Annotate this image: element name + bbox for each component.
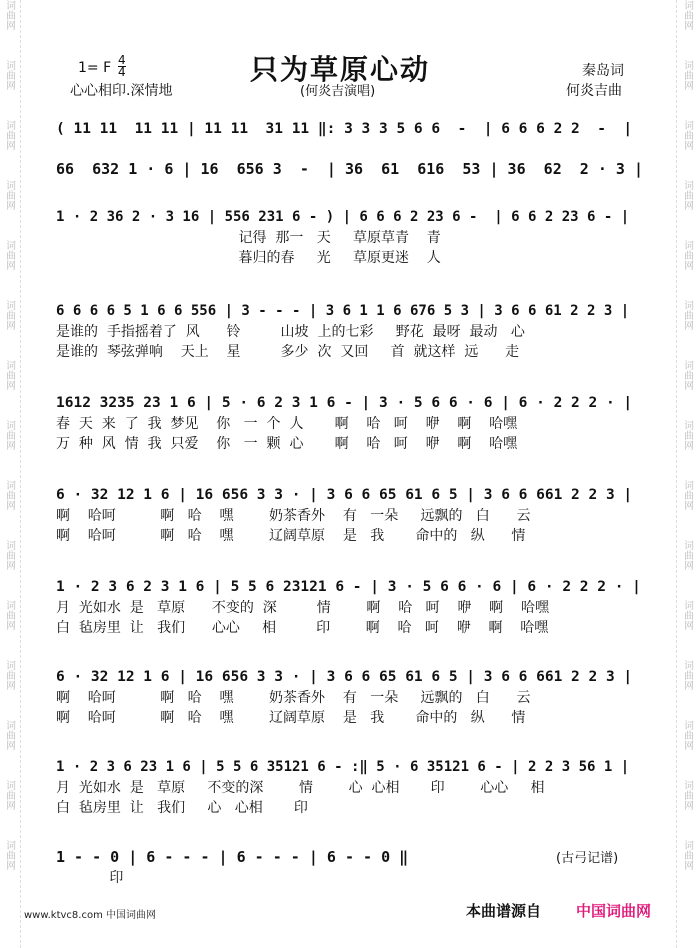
watermark-text: 词曲网 bbox=[681, 720, 693, 750]
staff-line bbox=[56, 158, 646, 180]
notation-row: 6 6 6 6 5 1 6 6 556 | 3 - - - | 3 6 1 1 6 676 5 3 | 3 6 6 61 2 2 3 | bbox=[56, 303, 630, 319]
notation-row: 66 632 1 · 6 | 16 656 3 - | 36 61 616 53 | 36 62 2 · 3 | bbox=[56, 160, 643, 178]
watermark-text: 词曲网 bbox=[681, 360, 693, 390]
watermark-text: 词曲网 bbox=[3, 540, 15, 570]
staff-line bbox=[56, 484, 646, 546]
staff-line bbox=[56, 118, 646, 140]
staff-line bbox=[56, 666, 646, 728]
notation-row: 1 · 2 36 2 · 3 16 | 556 231 6 - ) | 6 6 6 2 23 6 - | 6 6 2 23 6 - | bbox=[56, 209, 630, 225]
lyric-row: 啊 哈呵 啊 哈 嘿 辽阔草原 是 我 命中的 纵 情 bbox=[56, 528, 526, 544]
lyric-row: 是谁的 手指摇着了 风 铃 山坡 上的七彩 野花 最呀 最动 心 bbox=[56, 324, 525, 340]
composer-credit: 何炎吉曲 bbox=[566, 83, 622, 99]
frame-right bbox=[676, 0, 677, 948]
song-title: 只为草原心动 bbox=[250, 53, 431, 86]
watermark-text: 词曲网 bbox=[681, 420, 693, 450]
transcriber-credit: (古弓记谱) bbox=[556, 851, 619, 866]
watermark-text: 词曲网 bbox=[3, 360, 15, 390]
watermark-text: 词曲网 bbox=[3, 180, 15, 210]
notation-row: 1 - - 0 | 6 - - - | 6 - - - | 6 - - 0 ‖ bbox=[56, 848, 409, 866]
lyric-row: 万 种 风 情 我 只爱 你 一 颗 心 啊 哈 呵 咿 啊 哈嘿 bbox=[56, 436, 518, 452]
lyric-row: 白 毡房里 让 我们 心心 相 印 啊 哈 呵 咿 啊 哈嘿 bbox=[56, 620, 549, 636]
watermark-text: 词曲网 bbox=[3, 600, 15, 630]
watermark-text: 词曲网 bbox=[3, 300, 15, 330]
staff-line bbox=[56, 206, 646, 268]
watermark-text: 词曲网 bbox=[681, 660, 693, 690]
watermark-text: 词曲网 bbox=[3, 480, 15, 510]
time-signature bbox=[118, 55, 126, 78]
left-watermark-strip bbox=[0, 0, 18, 948]
watermark-text: 词曲网 bbox=[681, 300, 693, 330]
footer-brand: 中国词曲网 bbox=[576, 902, 652, 920]
singer-credit: (何炎吉演唱) bbox=[300, 84, 376, 99]
notation-row: 1 · 2 3 6 2 3 1 6 | 5 5 6 23121 6 - | 3 · 5 6 6 · 6 | 6 · 2 2 2 · | bbox=[56, 579, 641, 595]
lyric-row: 春 天 来 了 我 梦见 你 一 个 人 啊 哈 呵 咿 啊 哈嘿 bbox=[56, 416, 518, 432]
meter-denominator: 4 bbox=[118, 65, 126, 79]
watermark-text: 词曲网 bbox=[681, 60, 693, 90]
watermark-text: 词曲网 bbox=[3, 420, 15, 450]
footer-source-label: 本曲谱源自 bbox=[466, 902, 542, 920]
lyric-row: 啊 哈呵 啊 哈 嘿 奶茶香外 有 一朵 远飘的 白 云 bbox=[56, 508, 531, 524]
watermark-text: 词曲网 bbox=[681, 0, 693, 30]
watermark-text: 词曲网 bbox=[681, 240, 693, 270]
right-watermark-strip bbox=[678, 0, 696, 948]
watermark-text: 词曲网 bbox=[3, 780, 15, 810]
watermark-text: 词曲网 bbox=[3, 120, 15, 150]
lyric-row: 记得 那一 天 草原草青 青 bbox=[56, 230, 441, 246]
notation-row: 6 · 32 12 1 6 | 16 656 3 3 · | 3 6 6 65 61 6 5 | 3 6 6 661 2 2 3 | bbox=[56, 487, 633, 503]
watermark-text: 词曲网 bbox=[3, 60, 15, 90]
lyric-row: 啊 哈呵 啊 哈 嘿 辽阔草原 是 我 命中的 纵 情 bbox=[56, 710, 526, 726]
watermark-text: 词曲网 bbox=[3, 660, 15, 690]
watermark-text: 词曲网 bbox=[3, 840, 15, 870]
notation-row: 1612 3235 23 1 6 | 5 · 6 2 3 1 6 - | 3 · 5 6 6 · 6 | 6 · 2 2 2 · | bbox=[56, 395, 633, 411]
watermark-text: 词曲网 bbox=[3, 0, 15, 30]
lyric-row: 印 bbox=[56, 870, 124, 886]
footer-site: www.ktvc8.com 中国词曲网 bbox=[24, 910, 157, 921]
staff-line bbox=[56, 392, 646, 454]
notation-row: ( 11 11 11 11 | 11 11 31 11 ‖: 3 3 3 5 6 6 - | 6 6 6 2 2 - | bbox=[56, 121, 633, 137]
watermark-text: 词曲网 bbox=[681, 480, 693, 510]
lyric-row: 月 光如水 是 草原 不变的深 情 心 心相 印 心心 相 bbox=[56, 780, 545, 796]
watermark-text: 词曲网 bbox=[681, 780, 693, 810]
staff-line bbox=[56, 756, 646, 818]
watermark-text: 词曲网 bbox=[3, 240, 15, 270]
lyric-row: 暮归的春 光 草原更迷 人 bbox=[56, 250, 441, 266]
lyric-row: 月 光如水 是 草原 不变的 深 情 啊 哈 呵 咿 啊 哈嘿 bbox=[56, 600, 549, 616]
watermark-text: 词曲网 bbox=[681, 600, 693, 630]
watermark-text: 词曲网 bbox=[3, 720, 15, 750]
lyric-row: 白 毡房里 让 我们 心 心相 印 bbox=[56, 800, 308, 816]
staff-line bbox=[56, 300, 646, 362]
watermark-text: 词曲网 bbox=[681, 540, 693, 570]
key-signature: 1= F bbox=[78, 60, 112, 76]
expression-marking: 心心相印.深情地 bbox=[70, 83, 173, 99]
lyric-row: 啊 哈呵 啊 哈 嘿 奶茶香外 有 一朵 远飘的 白 云 bbox=[56, 690, 531, 706]
watermark-text: 词曲网 bbox=[681, 840, 693, 870]
lyric-row: 是谁的 琴弦弹响 天上 星 多少 次 又回 首 就这样 远 走 bbox=[56, 344, 520, 360]
notation-row: 6 · 32 12 1 6 | 16 656 3 3 · | 3 6 6 65 61 6 5 | 3 6 6 661 2 2 3 | bbox=[56, 669, 633, 685]
watermark-text: 词曲网 bbox=[681, 120, 693, 150]
watermark-text: 词曲网 bbox=[681, 180, 693, 210]
notation-row: 1 · 2 3 6 23 1 6 | 5 5 6 35121 6 - :‖ 5 · 6 35121 6 - | 2 2 3 56 1 | bbox=[56, 759, 630, 775]
lyricist-credit: 秦岛词 bbox=[582, 63, 624, 79]
staff-line bbox=[56, 576, 646, 638]
meter-numerator: 4 bbox=[118, 53, 126, 67]
frame-left bbox=[20, 0, 21, 948]
